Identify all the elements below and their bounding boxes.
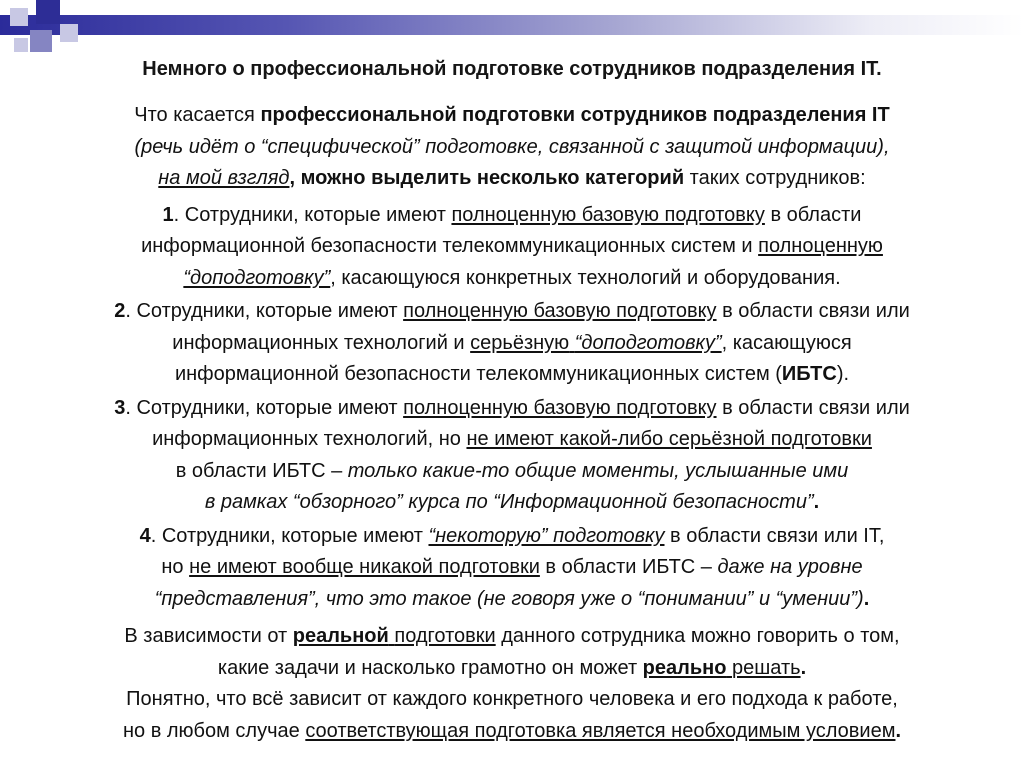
- text-segment: но в любом случае: [122, 719, 306, 742]
- category-3-line-1: [0, 393, 1024, 425]
- text-segment: в области ИБТС –: [175, 459, 348, 482]
- decor-square: [60, 24, 78, 42]
- text-segment: но: [161, 556, 190, 578]
- slide-title: Немного о профессиональной подготовке сотрудников подразделения IT.: [142, 58, 882, 80]
- underlined-segment: соответствующая подготовка является необходимым условием: [305, 719, 896, 742]
- bold-segment: .: [863, 587, 870, 610]
- text-segment: данного сотрудника можно говорить о том,: [495, 625, 900, 647]
- underlined-segment: решать: [732, 656, 801, 679]
- category-1-line-1: [0, 200, 1024, 232]
- bold-segment: .: [813, 491, 820, 513]
- underlined-italic-segment: “доподготовку”: [183, 266, 331, 289]
- text-segment: , касающуюся: [721, 331, 852, 354]
- italic-segment: “представления”, что это такое (не говоря уже о “понимании” и “умении”): [154, 587, 864, 610]
- underlined-segment: серьёзную: [470, 331, 570, 354]
- category-1-line-3: [0, 263, 1024, 295]
- underlined-segment: подготовки: [394, 625, 496, 647]
- underlined-segment: полноценную базовую подготовку: [451, 203, 765, 226]
- underlined-segment: не имеют вообще никакой подготовки: [189, 556, 540, 578]
- category-4-line-3: [0, 584, 1024, 616]
- underlined-bold-segment: реальной: [292, 625, 389, 647]
- text-segment: Понятно, что всё зависит от каждого конкретного человека и его подхода к работе,: [126, 688, 898, 710]
- italic-segment: только какие-то общие моменты, услышанные ими: [347, 459, 849, 482]
- bold-segment: .: [895, 719, 902, 742]
- text-segment: в области: [764, 203, 862, 226]
- underlined-bold-segment: реально: [642, 656, 727, 679]
- category-3-line-4: [0, 487, 1024, 519]
- slide-body: [0, 100, 1024, 747]
- category-3-line-2: [0, 424, 1024, 456]
- italic-segment: даже на уровне: [717, 556, 863, 578]
- text-segment: информационной безопасности телекоммуникационных систем (: [174, 363, 782, 385]
- header-gradient-band: [0, 15, 1024, 35]
- bold-segment: ИБТС: [781, 363, 837, 385]
- category-number: 1: [162, 203, 174, 226]
- category-number: 4: [139, 524, 151, 547]
- category-2-line-1: [0, 296, 1024, 328]
- text-segment: информационной безопасности телекоммуникационных систем и: [141, 235, 759, 257]
- text-segment: в области ИБТС –: [539, 556, 718, 578]
- text-segment: . Сотрудники, которые имеют: [125, 300, 404, 322]
- category-3-line-3: [0, 456, 1024, 488]
- outro-line-2: [0, 653, 1024, 685]
- decor-square: [10, 8, 28, 26]
- text-segment: Что касается: [134, 104, 261, 126]
- category-4-line-1: [0, 521, 1024, 553]
- intro-line-2: [0, 132, 1024, 164]
- text-segment: информационных технологий, но: [152, 428, 467, 450]
- category-2-line-2: [0, 328, 1024, 360]
- underlined-segment: не имеют какой-либо серьёзной подготовки: [466, 428, 872, 450]
- text-segment: . Сотрудники, которые имеют: [125, 396, 404, 419]
- category-1-line-2: [0, 231, 1024, 263]
- text-segment: таких сотрудников:: [684, 167, 866, 189]
- decor-square: [30, 30, 52, 52]
- category-4-line-2: [0, 552, 1024, 584]
- intro-line-3: [0, 163, 1024, 195]
- bold-segment: , можно выделить несколько категорий: [289, 167, 685, 189]
- text-segment: какие задачи и насколько грамотно он может: [217, 656, 643, 679]
- decor-square: [36, 0, 60, 24]
- outro-line-4: [0, 716, 1024, 748]
- category-number: 3: [114, 396, 126, 419]
- underlined-segment: полноценную: [758, 235, 883, 257]
- decor-square: [14, 38, 28, 52]
- text-segment: в области связи или: [716, 396, 910, 419]
- underlined-italic-segment: на мой взгляд: [158, 167, 290, 189]
- text-segment: ).: [836, 363, 850, 385]
- category-2-line-3: [0, 359, 1024, 391]
- bold-segment: .: [800, 656, 807, 679]
- text-segment: информационных технологий и: [172, 331, 471, 354]
- italic-segment: (речь идёт о “специфической” подготовке, связанной с защитой информации),: [134, 135, 890, 158]
- text-segment: в области связи или IT,: [664, 524, 885, 547]
- intro-line-1: [0, 100, 1024, 132]
- text-segment: . Сотрудники, которые имеют: [150, 524, 429, 547]
- underlined-segment: полноценную базовую подготовку: [403, 300, 717, 322]
- underlined-segment: полноценную базовую подготовку: [403, 396, 717, 419]
- category-number: 2: [114, 300, 126, 322]
- text-segment: в области связи или: [716, 300, 910, 322]
- outro-line-3: [0, 684, 1024, 716]
- underlined-italic-segment: “некоторую” подготовку: [428, 524, 665, 547]
- bold-segment: профессиональной подготовки сотрудников подразделения IT: [260, 104, 890, 126]
- text-segment: . Сотрудники, которые имеют: [173, 203, 452, 226]
- text-segment: В зависимости от: [124, 625, 293, 647]
- text-segment: , касающуюся конкретных технологий и оборудования.: [330, 266, 841, 289]
- outro-line-1: [0, 621, 1024, 653]
- italic-segment: в рамках “обзорного” курса по “Информационной безопасности”: [204, 491, 814, 513]
- underlined-italic-segment: “доподготовку”: [574, 331, 722, 354]
